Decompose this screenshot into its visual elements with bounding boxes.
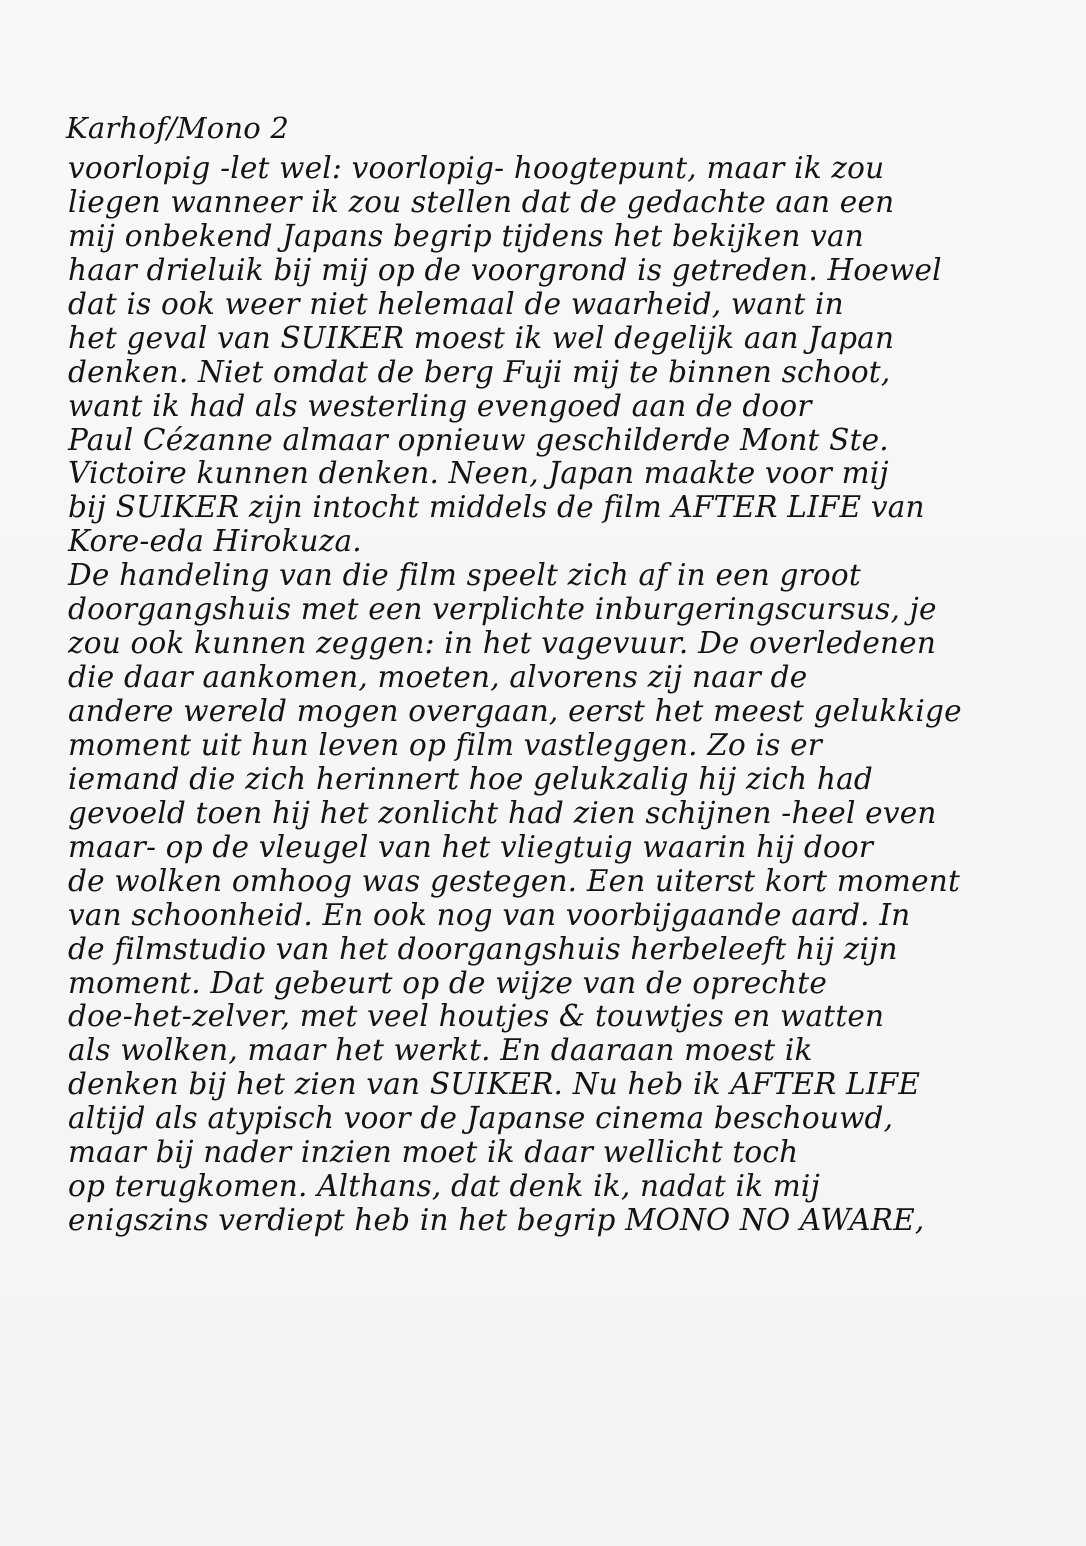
text-line: voorlopig -let wel: voorlopig- hoogtepunt, maar ik zou: [68, 151, 885, 185]
text-line: doe-het-zelver, met veel houtjes & touwtjes en watten: [68, 999, 885, 1034]
text-line: Victoire kunnen denken. Neen, Japan maakte voor mij: [68, 456, 889, 491]
text-line: enigszins verdiept heb in het begrip MONO NO AWARE,: [68, 1203, 925, 1238]
text-line: Kore-eda Hirokuza.: [68, 524, 362, 559]
handwritten-text-block: [62, 104, 1042, 1238]
text-line: altijd als atypisch voor de Japanse cinema beschouwd,: [68, 1101, 894, 1136]
text-line: zou ook kunnen zeggen: in het vagevuur. De overledenen: [68, 626, 937, 661]
text-line: maar- op de vleugel van het vliegtuig waarin hij door: [68, 829, 874, 864]
text-line: de filmstudio van het doorgangshuis herbeleeft hij zijn: [68, 931, 898, 966]
text-line: doorgangshuis met een verplichte inburgeringscursus, je: [68, 592, 937, 627]
text-line: liegen wanneer ik zou stellen dat de gedachte aan een: [68, 184, 895, 219]
text-line: Paul Cézanne almaar opnieuw geschilderde Mont Ste.: [68, 422, 889, 457]
text-line: die daar aankomen, moeten, alvorens zij naar de: [68, 660, 808, 695]
text-line: op terugkomen. Althans, dat denk ik, nadat ik mij: [68, 1169, 820, 1204]
text-line: als wolken, maar het werkt. En daaraan moest ik: [68, 1033, 813, 1068]
text-line: andere wereld mogen overgaan, eerst het meest gelukkige: [68, 694, 962, 728]
text-line: dat is ook weer niet helemaal de waarheid, want in: [68, 286, 844, 321]
text-line: haar drieluik bij mij op de voorgrond is getreden. Hoewel: [68, 252, 942, 287]
text-line: want ik had als westerling evengoed aan de door: [68, 388, 812, 423]
text-line: De handeling van die film speelt zich af in een groot: [68, 558, 861, 593]
text-line: denken. Niet omdat de berg Fuji mij te binnen schoot,: [68, 354, 891, 389]
text-line: bij SUIKER zijn intocht middels de film AFTER LIFE van: [68, 490, 925, 525]
text-line: van schoonheid. En ook nog van voorbijgaande aard. In: [68, 897, 911, 932]
text-line: maar bij nader inzien moet ik daar wellicht toch: [68, 1135, 799, 1170]
page-heading: Karhof/Mono 2: [66, 111, 290, 145]
text-line: iemand die zich herinnert hoe gelukzalig hij zich had: [68, 761, 873, 796]
text-line: moment uit hun leven op film vastleggen. Zo is er: [68, 727, 823, 762]
text-line: denken bij het zien van SUIKER. Nu heb ik AFTER LIFE: [68, 1067, 921, 1102]
text-line: moment. Dat gebeurt op de wijze van de oprechte: [68, 965, 827, 1000]
text-line: de wolken omhoog was gestegen. Een uiterst kort moment: [68, 863, 961, 898]
text-line: mij onbekend Japans begrip tijdens het bekijken van: [68, 218, 864, 253]
text-line: gevoeld toen hij het zonlicht had zien schijnen -heel even: [68, 795, 937, 830]
text-line: het geval van SUIKER moest ik wel degelijk aan Japan: [68, 320, 895, 355]
